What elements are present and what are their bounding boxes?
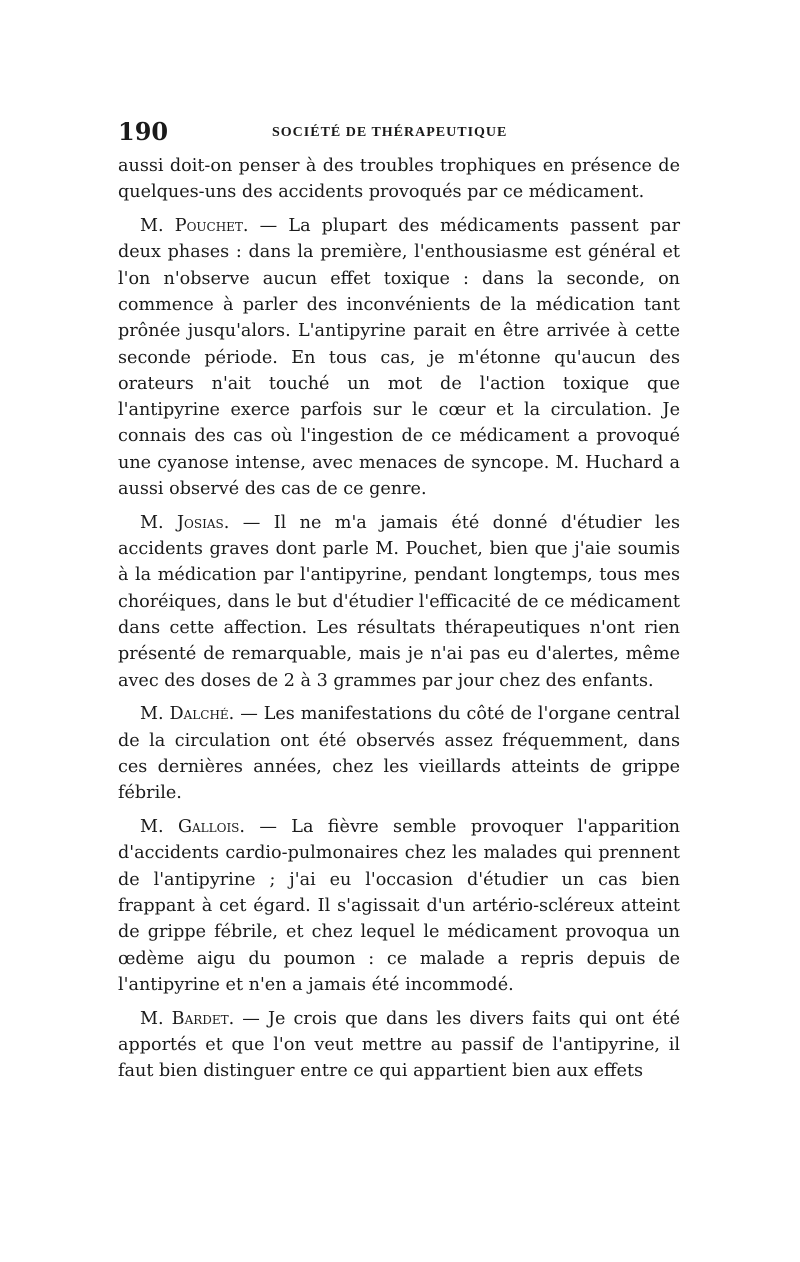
- paragraph-text: — La plupart des médicaments passent par deux phases : dans la première, l'enthousiasme est général et l'on n'observe aucun effet toxique : dans la seconde, on commence à parler des inconvénients de la médication tant prônée jusqu'alors. L'antipyrine parait en être arrivée à cette seconde période. En tous cas, je m'étonne qu'aucun des orateurs n'ait touché un mot de l'action toxique que l'antipyrine exerce parfois sur le cœur et la circulation. Je connais des cas où l'ingestion de ce médicament a provoqué une cyanose intense, avec menaces de syncope. M. Huchard a aussi observé des cas de ce genre.: [118, 216, 680, 500]
- page-number: 190: [118, 117, 169, 146]
- paragraph: [118, 814, 680, 998]
- body-text: [118, 153, 680, 1085]
- speaker-name: M. Josias.: [140, 512, 230, 533]
- paragraph: [118, 213, 680, 502]
- paragraph-text: — Je crois que dans les divers faits qui ont été apportés et que l'on veut mettre au passif de l'antipyrine, il faut bien distinguer entre ce qui appartient bien aux effets: [118, 1008, 680, 1082]
- paragraph-text: — Les manifestations du côté de l'organe central de la circulation ont été observés assez fréquemment, dans ces dernières années, chez les vieillards atteints de grippe fébrile.: [118, 704, 680, 804]
- paragraph-text: — La fièvre semble provoquer l'apparition d'accidents cardio-pulmonaires chez les malades qui prennent de l'antipyrine ; j'ai eu l'occasion d'étudier un cas bien frappant à cet égard. Il s'agissait d'un artério-scléreux atteint de grippe fébrile, et chez lequel le médicament provoqua un œdème aigu du poumon : ce malade a repris depuis de l'antipyrine et n'en a jamais été incommodé.: [118, 817, 680, 995]
- paragraph: [118, 1006, 680, 1085]
- speaker-name: M. Pouchet.: [140, 216, 249, 237]
- page-header: [118, 117, 680, 151]
- speaker-name: M. Dalché.: [140, 704, 235, 725]
- paragraph-text: — Il ne m'a jamais été donné d'étudier les accidents graves dont parle M. Pouchet, bien que j'aie soumis à la médication par l'antipyrine, pendant longtemps, tous mes choréiques, dans le but d'étudier l'efficacité de ce médicament dans cette affection. Les résultats thérapeutiques n'ont rien présenté de remarquable, mais je n'ai pas eu d'alertes, même avec des doses de 2 à 3 grammes par jour chez des enfants.: [118, 512, 680, 691]
- paragraph: [118, 510, 680, 694]
- running-title: SOCIÉTÉ DE THÉRAPEUTIQUE: [272, 125, 508, 140]
- paragraph-text: aussi doit-on penser à des troubles trophiques en présence de quelques-uns des accidents provoqués par ce médicament.: [118, 156, 680, 203]
- paragraph: [118, 153, 680, 206]
- paragraph: [118, 701, 680, 806]
- speaker-name: M. Gallois.: [140, 817, 245, 838]
- speaker-name: M. Bardet.: [140, 1008, 235, 1029]
